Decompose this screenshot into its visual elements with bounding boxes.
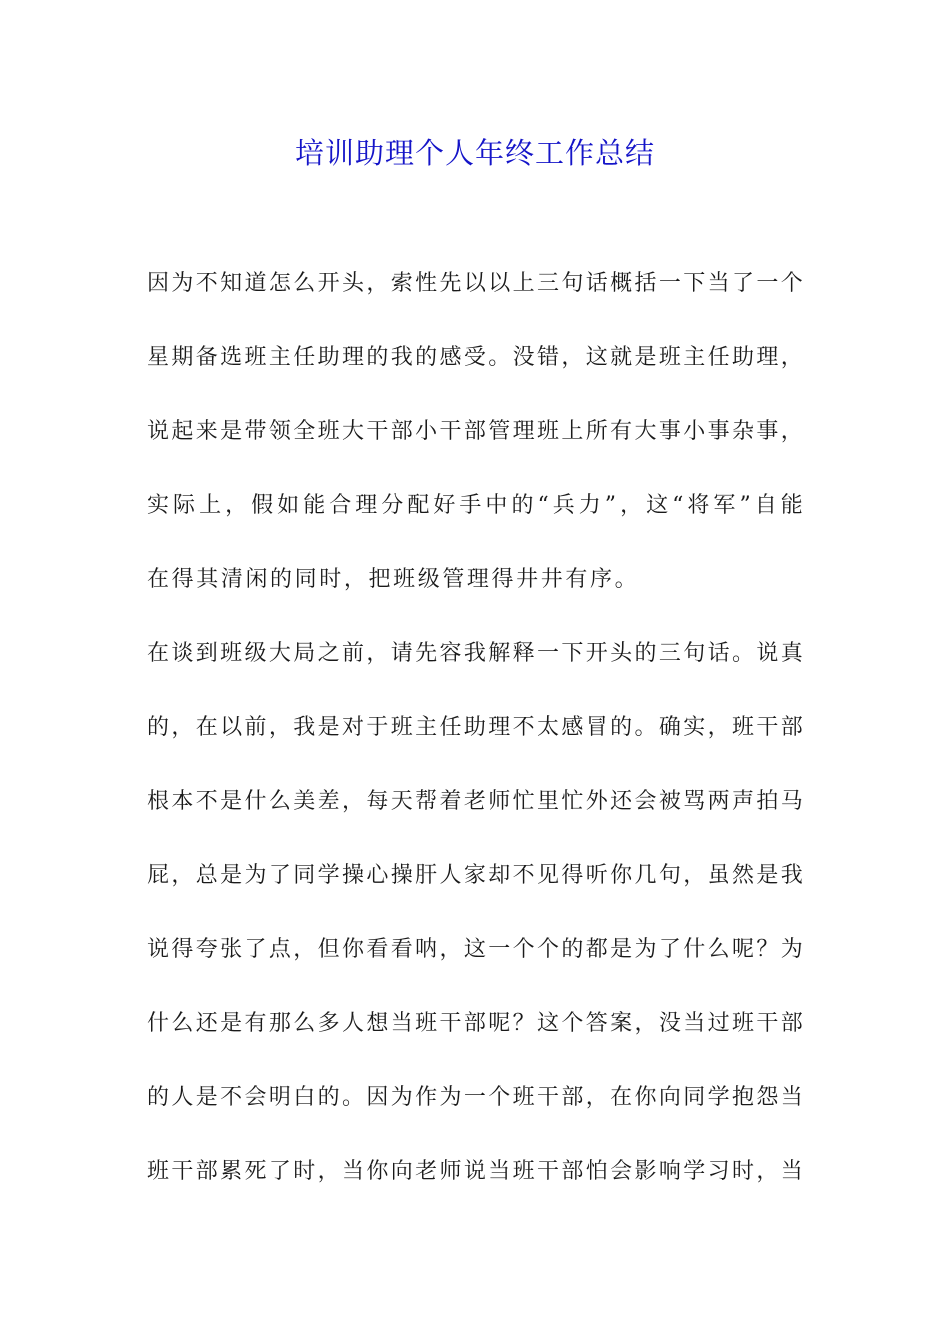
text-line: 星 期 备 选 班 主 任 助 理 的 我 的 感 受 。 没 错 ， 这 就 是 班 主 任 助 理 ， — [147, 345, 803, 370]
text-line: 的 人 是 不 会 明 白 的 。 因 为 作 为 一 个 班 干 部 ， 在 你 向 同 学 抱 怨 当 — [147, 1085, 803, 1110]
text-line: 什 么 还 是 有 那 么 多 人 想 当 班 干 部 呢 ？ 这 个 答 案 ， 没 当 过 班 干 部 — [147, 1011, 803, 1036]
text-line: 在 得 其 清 闲 的 同 时 ， 把 班 级 管 理 得 井 井 有 序 。 — [147, 567, 640, 592]
text-line: 说 起 来 是 带 领 全 班 大 干 部 小 干 部 管 理 班 上 所 有 大 事 小 事 杂 事 ， — [147, 419, 803, 444]
document-title: 培训助理个人年终工作总结 — [294, 136, 655, 170]
document-body — [147, 262, 803, 1224]
text-line: 因 为 不 知 道 怎 么 开 头 ， 索 性 先 以 以 上 三 句 话 概 括 一 下 当 了 一 个 — [147, 271, 803, 296]
text-line: 屁 ， 总 是 为 了 同 学 操 心 操 肝 人 家 却 不 见 得 听 你 几 句 ， 虽 然 是 我 — [147, 863, 803, 888]
text-line: 班 干 部 累 死 了 时 ， 当 你 向 老 师 说 当 班 干 部 怕 会 影 响 学 习 时 ， 当 — [147, 1159, 803, 1184]
text-line: 说 得 夸 张 了 点 ， 但 你 看 看 呐 ， 这 一 个 个 的 都 是 为 了 什 么 呢 ？ 为 — [147, 937, 803, 962]
text-line: 的 ， 在 以 前 ， 我 是 对 于 班 主 任 助 理 不 太 感 冒 的 。 确 实 ， 班 干 部 — [147, 715, 803, 740]
text-line: 实 际 上 ， 假 如 能 合 理 分 配 好 手 中 的 “ 兵 力 ” ， 这 “ 将 军 ” 自 能 — [147, 493, 803, 518]
text-line: 在 谈 到 班 级 大 局 之 前 ， 请 先 容 我 解 释 一 下 开 头 的 三 句 话 。 说 真 — [147, 641, 803, 666]
text-line: 根 本 不 是 什 么 美 差 ， 每 天 帮 着 老 师 忙 里 忙 外 还 会 被 骂 两 声 拍 马 — [147, 789, 803, 814]
